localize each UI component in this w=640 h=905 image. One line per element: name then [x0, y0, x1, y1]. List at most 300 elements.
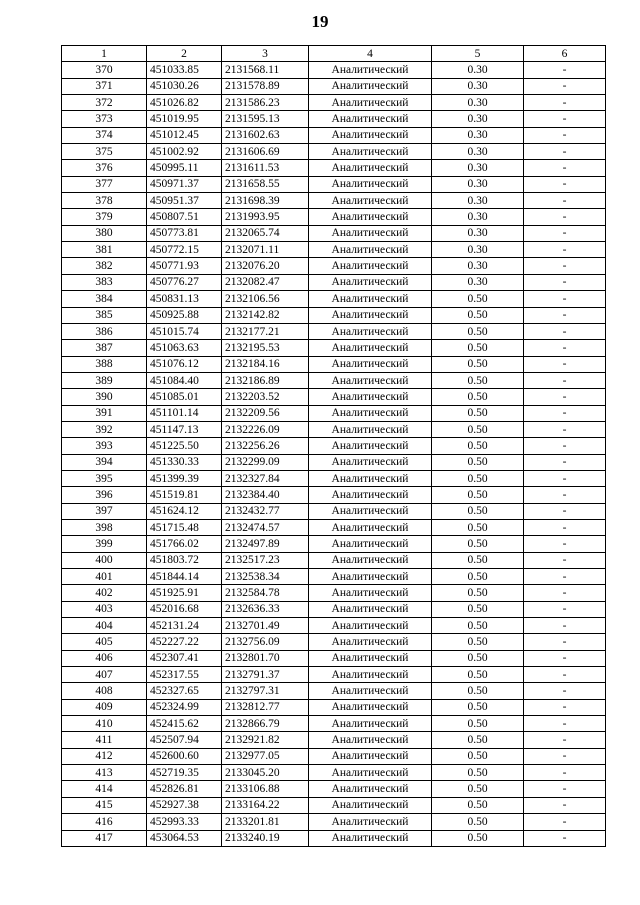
x-coordinate-cell: 452227.22 — [147, 634, 222, 650]
table-row — [62, 830, 606, 846]
column-header: 1 — [62, 46, 147, 62]
y-coordinate-cell: 2132791.37 — [222, 667, 309, 683]
point-number-cell: 412 — [62, 748, 147, 764]
y-coordinate-cell: 2131658.55 — [222, 176, 309, 192]
x-coordinate-cell: 450776.27 — [147, 274, 222, 290]
x-coordinate-cell: 450831.13 — [147, 291, 222, 307]
x-coordinate-cell: 452131.24 — [147, 618, 222, 634]
y-coordinate-cell: 2131611.53 — [222, 160, 309, 176]
x-coordinate-cell: 452016.68 — [147, 601, 222, 617]
table-row — [62, 111, 606, 127]
x-coordinate-cell: 451084.40 — [147, 372, 222, 388]
table-row — [62, 765, 606, 781]
x-coordinate-cell: 451766.02 — [147, 536, 222, 552]
note-cell: - — [524, 193, 606, 209]
accuracy-cell: 0.50 — [432, 618, 524, 634]
point-number-cell: 409 — [62, 699, 147, 715]
accuracy-cell: 0.50 — [432, 487, 524, 503]
note-cell: - — [524, 160, 606, 176]
note-cell: - — [524, 127, 606, 143]
column-header: 3 — [222, 46, 309, 62]
x-coordinate-cell: 451030.26 — [147, 78, 222, 94]
table-row — [62, 421, 606, 437]
note-cell: - — [524, 519, 606, 535]
accuracy-cell: 0.50 — [432, 340, 524, 356]
table-row — [62, 95, 606, 111]
point-number-cell: 384 — [62, 291, 147, 307]
method-cell: Аналитический — [309, 601, 432, 617]
note-cell: - — [524, 716, 606, 732]
note-cell: - — [524, 634, 606, 650]
accuracy-cell: 0.30 — [432, 242, 524, 258]
point-number-cell: 374 — [62, 127, 147, 143]
x-coordinate-cell: 451033.85 — [147, 62, 222, 78]
note-cell: - — [524, 585, 606, 601]
point-number-cell: 386 — [62, 323, 147, 339]
point-number-cell: 393 — [62, 438, 147, 454]
table-row — [62, 732, 606, 748]
column-header: 2 — [147, 46, 222, 62]
method-cell: Аналитический — [309, 814, 432, 830]
method-cell: Аналитический — [309, 765, 432, 781]
method-cell: Аналитический — [309, 470, 432, 486]
x-coordinate-cell: 451101.14 — [147, 405, 222, 421]
table-row — [62, 62, 606, 78]
y-coordinate-cell: 2132497.89 — [222, 536, 309, 552]
x-coordinate-cell: 451019.95 — [147, 111, 222, 127]
accuracy-cell: 0.50 — [432, 372, 524, 388]
table-row — [62, 144, 606, 160]
point-number-cell: 398 — [62, 519, 147, 535]
point-number-cell: 414 — [62, 781, 147, 797]
table-row — [62, 225, 606, 241]
method-cell: Аналитический — [309, 127, 432, 143]
accuracy-cell: 0.50 — [432, 438, 524, 454]
table-row — [62, 242, 606, 258]
accuracy-cell: 0.50 — [432, 716, 524, 732]
y-coordinate-cell: 2132327.84 — [222, 470, 309, 486]
x-coordinate-cell: 451624.12 — [147, 503, 222, 519]
note-cell: - — [524, 340, 606, 356]
y-coordinate-cell: 2132384.40 — [222, 487, 309, 503]
accuracy-cell: 0.30 — [432, 274, 524, 290]
y-coordinate-cell: 2132474.57 — [222, 519, 309, 535]
x-coordinate-cell: 452507.94 — [147, 732, 222, 748]
method-cell: Аналитический — [309, 585, 432, 601]
note-cell: - — [524, 421, 606, 437]
accuracy-cell: 0.30 — [432, 193, 524, 209]
table-row — [62, 454, 606, 470]
point-number-cell: 396 — [62, 487, 147, 503]
point-number-cell: 408 — [62, 683, 147, 699]
x-coordinate-cell: 450771.93 — [147, 258, 222, 274]
y-coordinate-cell: 2132977.05 — [222, 748, 309, 764]
y-coordinate-cell: 2132801.70 — [222, 650, 309, 666]
note-cell: - — [524, 781, 606, 797]
table-row — [62, 814, 606, 830]
method-cell: Аналитический — [309, 340, 432, 356]
y-coordinate-cell: 2132756.09 — [222, 634, 309, 650]
y-coordinate-cell: 2132866.79 — [222, 716, 309, 732]
note-cell: - — [524, 667, 606, 683]
x-coordinate-cell: 451076.12 — [147, 356, 222, 372]
accuracy-cell: 0.50 — [432, 814, 524, 830]
method-cell: Аналитический — [309, 503, 432, 519]
point-number-cell: 380 — [62, 225, 147, 241]
y-coordinate-cell: 2131595.13 — [222, 111, 309, 127]
point-number-cell: 385 — [62, 307, 147, 323]
point-number-cell: 407 — [62, 667, 147, 683]
x-coordinate-cell: 452307.41 — [147, 650, 222, 666]
accuracy-cell: 0.30 — [432, 78, 524, 94]
accuracy-cell: 0.30 — [432, 62, 524, 78]
accuracy-cell: 0.50 — [432, 634, 524, 650]
point-number-cell: 401 — [62, 569, 147, 585]
accuracy-cell: 0.50 — [432, 683, 524, 699]
table-row — [62, 307, 606, 323]
table-row — [62, 797, 606, 813]
note-cell: - — [524, 536, 606, 552]
point-number-cell: 382 — [62, 258, 147, 274]
note-cell: - — [524, 307, 606, 323]
accuracy-cell: 0.50 — [432, 470, 524, 486]
point-number-cell: 377 — [62, 176, 147, 192]
point-number-cell: 402 — [62, 585, 147, 601]
y-coordinate-cell: 2132538.34 — [222, 569, 309, 585]
table-row — [62, 634, 606, 650]
accuracy-cell: 0.50 — [432, 536, 524, 552]
accuracy-cell: 0.50 — [432, 405, 524, 421]
x-coordinate-cell: 450925.88 — [147, 307, 222, 323]
table-row — [62, 569, 606, 585]
y-coordinate-cell: 2131586.23 — [222, 95, 309, 111]
note-cell: - — [524, 78, 606, 94]
y-coordinate-cell: 2132209.56 — [222, 405, 309, 421]
table-row — [62, 618, 606, 634]
x-coordinate-cell: 451002.92 — [147, 144, 222, 160]
note-cell: - — [524, 209, 606, 225]
y-coordinate-cell: 2133164.22 — [222, 797, 309, 813]
accuracy-cell: 0.30 — [432, 209, 524, 225]
method-cell: Аналитический — [309, 323, 432, 339]
point-number-cell: 397 — [62, 503, 147, 519]
accuracy-cell: 0.50 — [432, 699, 524, 715]
accuracy-cell: 0.50 — [432, 830, 524, 846]
method-cell: Аналитический — [309, 160, 432, 176]
table-row — [62, 470, 606, 486]
table-row — [62, 340, 606, 356]
y-coordinate-cell: 2132701.49 — [222, 618, 309, 634]
x-coordinate-cell: 452324.99 — [147, 699, 222, 715]
table-row — [62, 536, 606, 552]
accuracy-cell: 0.30 — [432, 258, 524, 274]
method-cell: Аналитический — [309, 225, 432, 241]
table-row — [62, 781, 606, 797]
y-coordinate-cell: 2132186.89 — [222, 372, 309, 388]
note-cell: - — [524, 470, 606, 486]
x-coordinate-cell: 451330.33 — [147, 454, 222, 470]
point-number-cell: 375 — [62, 144, 147, 160]
accuracy-cell: 0.30 — [432, 111, 524, 127]
table-row — [62, 438, 606, 454]
y-coordinate-cell: 2132921.82 — [222, 732, 309, 748]
x-coordinate-cell: 452993.33 — [147, 814, 222, 830]
point-number-cell: 417 — [62, 830, 147, 846]
table-row — [62, 585, 606, 601]
x-coordinate-cell: 451925.91 — [147, 585, 222, 601]
y-coordinate-cell: 2132584.78 — [222, 585, 309, 601]
method-cell: Аналитический — [309, 144, 432, 160]
point-number-cell: 391 — [62, 405, 147, 421]
x-coordinate-cell: 451147.13 — [147, 421, 222, 437]
note-cell: - — [524, 323, 606, 339]
method-cell: Аналитический — [309, 274, 432, 290]
y-coordinate-cell: 2132071.11 — [222, 242, 309, 258]
note-cell: - — [524, 650, 606, 666]
method-cell: Аналитический — [309, 830, 432, 846]
y-coordinate-cell: 2132076.20 — [222, 258, 309, 274]
note-cell: - — [524, 291, 606, 307]
note-cell: - — [524, 176, 606, 192]
note-cell: - — [524, 748, 606, 764]
table-row — [62, 487, 606, 503]
accuracy-cell: 0.50 — [432, 503, 524, 519]
table-row — [62, 650, 606, 666]
page-number: 19 — [311, 12, 329, 31]
column-header: 6 — [524, 46, 606, 62]
point-number-cell: 404 — [62, 618, 147, 634]
note-cell: - — [524, 487, 606, 503]
accuracy-cell: 0.50 — [432, 552, 524, 568]
note-cell: - — [524, 601, 606, 617]
method-cell: Аналитический — [309, 438, 432, 454]
accuracy-cell: 0.30 — [432, 176, 524, 192]
note-cell: - — [524, 765, 606, 781]
method-cell: Аналитический — [309, 62, 432, 78]
table-row — [62, 667, 606, 683]
x-coordinate-cell: 450807.51 — [147, 209, 222, 225]
x-coordinate-cell: 452327.65 — [147, 683, 222, 699]
y-coordinate-cell: 2132082.47 — [222, 274, 309, 290]
note-cell: - — [524, 62, 606, 78]
y-coordinate-cell: 2132797.31 — [222, 683, 309, 699]
x-coordinate-cell: 450995.11 — [147, 160, 222, 176]
accuracy-cell: 0.30 — [432, 95, 524, 111]
y-coordinate-cell: 2132812.77 — [222, 699, 309, 715]
accuracy-cell: 0.50 — [432, 323, 524, 339]
method-cell: Аналитический — [309, 699, 432, 715]
y-coordinate-cell: 2133106.88 — [222, 781, 309, 797]
x-coordinate-cell: 450773.81 — [147, 225, 222, 241]
table-row — [62, 160, 606, 176]
x-coordinate-cell: 451063.63 — [147, 340, 222, 356]
note-cell: - — [524, 372, 606, 388]
method-cell: Аналитический — [309, 683, 432, 699]
coordinates-table — [61, 45, 606, 847]
note-cell: - — [524, 454, 606, 470]
y-coordinate-cell: 2133201.81 — [222, 814, 309, 830]
method-cell: Аналитический — [309, 78, 432, 94]
x-coordinate-cell: 451012.45 — [147, 127, 222, 143]
point-number-cell: 392 — [62, 421, 147, 437]
table-row — [62, 78, 606, 94]
y-coordinate-cell: 2132195.53 — [222, 340, 309, 356]
point-number-cell: 388 — [62, 356, 147, 372]
x-coordinate-cell: 451015.74 — [147, 323, 222, 339]
method-cell: Аналитический — [309, 732, 432, 748]
point-number-cell: 370 — [62, 62, 147, 78]
method-cell: Аналитический — [309, 389, 432, 405]
point-number-cell: 410 — [62, 716, 147, 732]
table-row — [62, 323, 606, 339]
method-cell: Аналитический — [309, 781, 432, 797]
method-cell: Аналитический — [309, 176, 432, 192]
table-row — [62, 748, 606, 764]
method-cell: Аналитический — [309, 454, 432, 470]
point-number-cell: 390 — [62, 389, 147, 405]
table-row — [62, 519, 606, 535]
x-coordinate-cell: 452415.62 — [147, 716, 222, 732]
note-cell: - — [524, 814, 606, 830]
y-coordinate-cell: 2132142.82 — [222, 307, 309, 323]
y-coordinate-cell: 2132299.09 — [222, 454, 309, 470]
note-cell: - — [524, 144, 606, 160]
method-cell: Аналитический — [309, 307, 432, 323]
y-coordinate-cell: 2132177.21 — [222, 323, 309, 339]
x-coordinate-cell: 451844.14 — [147, 569, 222, 585]
column-header: 5 — [432, 46, 524, 62]
method-cell: Аналитический — [309, 650, 432, 666]
method-cell: Аналитический — [309, 95, 432, 111]
accuracy-cell: 0.50 — [432, 748, 524, 764]
table-row — [62, 601, 606, 617]
point-number-cell: 373 — [62, 111, 147, 127]
note-cell: - — [524, 552, 606, 568]
accuracy-cell: 0.50 — [432, 650, 524, 666]
x-coordinate-cell: 450951.37 — [147, 193, 222, 209]
x-coordinate-cell: 451026.82 — [147, 95, 222, 111]
note-cell: - — [524, 732, 606, 748]
method-cell: Аналитический — [309, 291, 432, 307]
method-cell: Аналитический — [309, 536, 432, 552]
method-cell: Аналитический — [309, 193, 432, 209]
method-cell: Аналитический — [309, 242, 432, 258]
y-coordinate-cell: 2132065.74 — [222, 225, 309, 241]
note-cell: - — [524, 438, 606, 454]
point-number-cell: 371 — [62, 78, 147, 94]
note-cell: - — [524, 242, 606, 258]
x-coordinate-cell: 452927.38 — [147, 797, 222, 813]
note-cell: - — [524, 111, 606, 127]
method-cell: Аналитический — [309, 421, 432, 437]
point-number-cell: 395 — [62, 470, 147, 486]
note-cell: - — [524, 389, 606, 405]
y-coordinate-cell: 2132106.56 — [222, 291, 309, 307]
note-cell: - — [524, 274, 606, 290]
table-row — [62, 258, 606, 274]
point-number-cell: 405 — [62, 634, 147, 650]
accuracy-cell: 0.50 — [432, 585, 524, 601]
method-cell: Аналитический — [309, 209, 432, 225]
method-cell: Аналитический — [309, 552, 432, 568]
y-coordinate-cell: 2131698.39 — [222, 193, 309, 209]
point-number-cell: 372 — [62, 95, 147, 111]
y-coordinate-cell: 2132636.33 — [222, 601, 309, 617]
method-cell: Аналитический — [309, 667, 432, 683]
point-number-cell: 406 — [62, 650, 147, 666]
table-row — [62, 683, 606, 699]
note-cell: - — [524, 830, 606, 846]
point-number-cell: 381 — [62, 242, 147, 258]
accuracy-cell: 0.50 — [432, 601, 524, 617]
accuracy-cell: 0.50 — [432, 389, 524, 405]
accuracy-cell: 0.50 — [432, 667, 524, 683]
y-coordinate-cell: 2132517.23 — [222, 552, 309, 568]
y-coordinate-cell: 2132226.09 — [222, 421, 309, 437]
table-row — [62, 356, 606, 372]
y-coordinate-cell: 2133045.20 — [222, 765, 309, 781]
accuracy-cell: 0.50 — [432, 356, 524, 372]
method-cell: Аналитический — [309, 258, 432, 274]
note-cell: - — [524, 569, 606, 585]
point-number-cell: 378 — [62, 193, 147, 209]
point-number-cell: 383 — [62, 274, 147, 290]
point-number-cell: 403 — [62, 601, 147, 617]
accuracy-cell: 0.50 — [432, 307, 524, 323]
note-cell: - — [524, 699, 606, 715]
point-number-cell: 411 — [62, 732, 147, 748]
x-coordinate-cell: 452826.81 — [147, 781, 222, 797]
method-cell: Аналитический — [309, 716, 432, 732]
note-cell: - — [524, 683, 606, 699]
table-row — [62, 552, 606, 568]
y-coordinate-cell: 2133240.19 — [222, 830, 309, 846]
point-number-cell: 379 — [62, 209, 147, 225]
y-coordinate-cell: 2132256.26 — [222, 438, 309, 454]
y-coordinate-cell: 2131993.95 — [222, 209, 309, 225]
y-coordinate-cell: 2132432.77 — [222, 503, 309, 519]
table-body — [62, 62, 606, 847]
table-row — [62, 503, 606, 519]
x-coordinate-cell: 452719.35 — [147, 765, 222, 781]
note-cell: - — [524, 797, 606, 813]
accuracy-cell: 0.30 — [432, 144, 524, 160]
x-coordinate-cell: 450971.37 — [147, 176, 222, 192]
y-coordinate-cell: 2132184.16 — [222, 356, 309, 372]
point-number-cell: 394 — [62, 454, 147, 470]
table-header-row — [62, 46, 606, 62]
point-number-cell: 389 — [62, 372, 147, 388]
point-number-cell: 387 — [62, 340, 147, 356]
accuracy-cell: 0.50 — [432, 765, 524, 781]
table-row — [62, 291, 606, 307]
accuracy-cell: 0.50 — [432, 732, 524, 748]
point-number-cell: 399 — [62, 536, 147, 552]
table-row — [62, 274, 606, 290]
table-row — [62, 389, 606, 405]
method-cell: Аналитический — [309, 748, 432, 764]
point-number-cell: 416 — [62, 814, 147, 830]
method-cell: Аналитический — [309, 405, 432, 421]
point-number-cell: 376 — [62, 160, 147, 176]
accuracy-cell: 0.50 — [432, 421, 524, 437]
accuracy-cell: 0.30 — [432, 127, 524, 143]
table-row — [62, 372, 606, 388]
method-cell: Аналитический — [309, 569, 432, 585]
column-header: 4 — [309, 46, 432, 62]
note-cell: - — [524, 258, 606, 274]
note-cell: - — [524, 405, 606, 421]
